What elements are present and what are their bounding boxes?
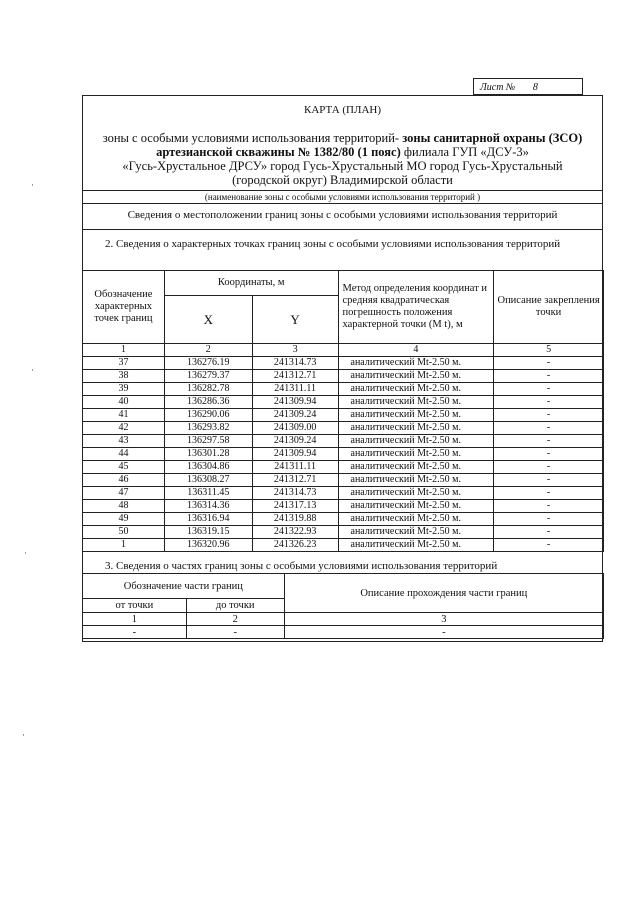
table-row (83, 626, 604, 639)
part-colnum-2: 2 (186, 613, 284, 626)
coord-y: 241326.23 (252, 539, 338, 552)
description: - (494, 500, 604, 513)
coord-y: 241312.71 (252, 474, 338, 487)
coord-x: 136319.15 (164, 526, 252, 539)
description: - (494, 422, 604, 435)
part-to: - (186, 626, 284, 639)
description: - (494, 383, 604, 396)
coord-x: 136282.78 (164, 383, 252, 396)
colnum-4: 4 (338, 344, 494, 357)
point-id: 40 (83, 396, 165, 409)
colnum-5: 5 (494, 344, 604, 357)
method: аналитический Mt-2.50 м. (338, 513, 494, 526)
coord-y: 241317.13 (252, 500, 338, 513)
description: - (494, 461, 604, 474)
point-id: 39 (83, 383, 165, 396)
coord-x: 136301.28 (164, 448, 252, 461)
description: - (494, 487, 604, 500)
point-id: 47 (83, 487, 165, 500)
sheet-number-box (473, 78, 583, 95)
caption-top-rule (83, 190, 602, 191)
h-part-designation: Обозначение части границ (83, 574, 285, 599)
method: аналитический Mt-2.50 м. (338, 500, 494, 513)
coord-x: 136314.36 (164, 500, 252, 513)
method: аналитический Mt-2.50 м. (338, 461, 494, 474)
section2-heading: 2. Сведения о характерных точках границ зоны с особыми условиями использования территорий (105, 238, 561, 250)
title-line3b: артезианской скважины № 1382/80 (1 пояс) (156, 145, 401, 159)
method: аналитический Mt-2.50 м. (338, 422, 494, 435)
margin-mark: · (22, 730, 25, 740)
h-x: X (164, 296, 252, 344)
coord-y: 241312.71 (252, 370, 338, 383)
coord-y: 241314.73 (252, 487, 338, 500)
point-id: 46 (83, 474, 165, 487)
section3-heading: 3. Сведения о частях границ зоны с особыми условиями использования территорий (105, 560, 498, 572)
method: аналитический Mt-2.50 м. (338, 487, 494, 500)
point-id: 48 (83, 500, 165, 513)
method: аналитический Mt-2.50 м. (338, 526, 494, 539)
coord-x: 136297.58 (164, 435, 252, 448)
coord-y: 241319.88 (252, 513, 338, 526)
point-id: 37 (83, 357, 165, 370)
table-row (83, 500, 604, 513)
table-row (83, 396, 604, 409)
title-line5: (городской округ) Владимирской области (232, 173, 453, 187)
sheet-label: Лист № (480, 82, 516, 93)
table-row (83, 422, 604, 435)
point-id: 41 (83, 409, 165, 422)
h-desc: Описание закрепления точки (494, 271, 604, 344)
h-from-point: от точки (83, 599, 187, 613)
description: - (494, 539, 604, 552)
part-colnum-3: 3 (284, 613, 603, 626)
coord-x: 136304.86 (164, 461, 252, 474)
table-row (83, 357, 604, 370)
title-line3a: филиала ГУП «ДСУ-3» (400, 145, 529, 159)
method: аналитический Mt-2.50 м. (338, 474, 494, 487)
sheet-number: 8 (518, 82, 552, 95)
h-method: Метод определения координат и средняя квадратическая погрешность положения характерной точки (M t), м (338, 271, 494, 344)
h-y: Y (252, 296, 338, 344)
point-id: 44 (83, 448, 165, 461)
part-colnum-1: 1 (83, 613, 187, 626)
margin-mark: · (31, 180, 34, 190)
coord-x: 136276.19 (164, 357, 252, 370)
colnum-2: 2 (164, 344, 252, 357)
table-row (83, 474, 604, 487)
h-designation: Обозначение характерных точек границ (83, 271, 165, 344)
coord-x: 136320.96 (164, 539, 252, 552)
point-id: 50 (83, 526, 165, 539)
coord-y: 241309.24 (252, 409, 338, 422)
coord-y: 241309.94 (252, 396, 338, 409)
coord-y: 241309.00 (252, 422, 338, 435)
point-id: 45 (83, 461, 165, 474)
description: - (494, 357, 604, 370)
point-id: 42 (83, 422, 165, 435)
coord-y: 241311.11 (252, 383, 338, 396)
coord-x: 136286.36 (164, 396, 252, 409)
coord-x: 136279.37 (164, 370, 252, 383)
point-id: 43 (83, 435, 165, 448)
point-id: 38 (83, 370, 165, 383)
method: аналитический Mt-2.50 м. (338, 383, 494, 396)
colnum-1: 1 (83, 344, 165, 357)
method: аналитический Mt-2.50 м. (338, 539, 494, 552)
description: - (494, 526, 604, 539)
table-row (83, 526, 604, 539)
document-frame (82, 95, 603, 642)
table-row (83, 409, 604, 422)
coord-y: 241309.94 (252, 448, 338, 461)
margin-mark: · (24, 548, 27, 558)
table-row (83, 383, 604, 396)
map-title: КАРТА (ПЛАН) (303, 104, 382, 116)
part-from: - (83, 626, 187, 639)
description: - (494, 370, 604, 383)
table-row (83, 513, 604, 526)
description: - (494, 435, 604, 448)
coord-x: 136290.06 (164, 409, 252, 422)
description: - (494, 396, 604, 409)
method: аналитический Mt-2.50 м. (338, 448, 494, 461)
title-line2a: зоны с особыми условиями использования территорий- (102, 131, 400, 145)
zone-caption: (наименование зоны с особыми условиями использования территорий ) (204, 192, 481, 202)
parts-table (82, 573, 604, 639)
method: аналитический Mt-2.50 м. (338, 396, 494, 409)
h-coords: Координаты, м (164, 271, 338, 296)
points-table (82, 270, 604, 552)
colnum-3: 3 (252, 344, 338, 357)
coord-y: 241309.24 (252, 435, 338, 448)
coord-x: 136308.27 (164, 474, 252, 487)
coord-y: 241311.11 (252, 461, 338, 474)
table-row (83, 461, 604, 474)
coord-x: 136311.45 (164, 487, 252, 500)
section1-heading: Сведения о местоположении границ зоны с особыми условиями использования территорий (127, 209, 558, 221)
zone-title (83, 131, 602, 187)
coord-y: 241322.93 (252, 526, 338, 539)
margin-mark: · (31, 365, 34, 375)
method: аналитический Mt-2.50 м. (338, 435, 494, 448)
description: - (494, 474, 604, 487)
description: - (494, 513, 604, 526)
table-row (83, 487, 604, 500)
part-description: - (284, 626, 603, 639)
method: аналитический Mt-2.50 м. (338, 357, 494, 370)
table-row (83, 448, 604, 461)
title-line4: «Гусь-Хрустальное ДРСУ» город Гусь-Хрустальный МО город Гусь-Хрустальный (122, 159, 563, 173)
coord-x: 136316.94 (164, 513, 252, 526)
coord-x: 136293.82 (164, 422, 252, 435)
table-row (83, 370, 604, 383)
h-to-point: до точки (186, 599, 284, 613)
table-row (83, 539, 604, 552)
section2-top-rule (83, 229, 602, 230)
section1-top-rule (83, 203, 602, 204)
coord-y: 241314.73 (252, 357, 338, 370)
h-part-description: Описание прохождения части границ (284, 574, 603, 613)
description: - (494, 448, 604, 461)
table-row (83, 435, 604, 448)
point-id: 1 (83, 539, 165, 552)
method: аналитический Mt-2.50 м. (338, 409, 494, 422)
description: - (494, 409, 604, 422)
method: аналитический Mt-2.50 м. (338, 370, 494, 383)
point-id: 49 (83, 513, 165, 526)
title-line2b: зоны санитарной охраны (ЗСО) (399, 131, 583, 145)
